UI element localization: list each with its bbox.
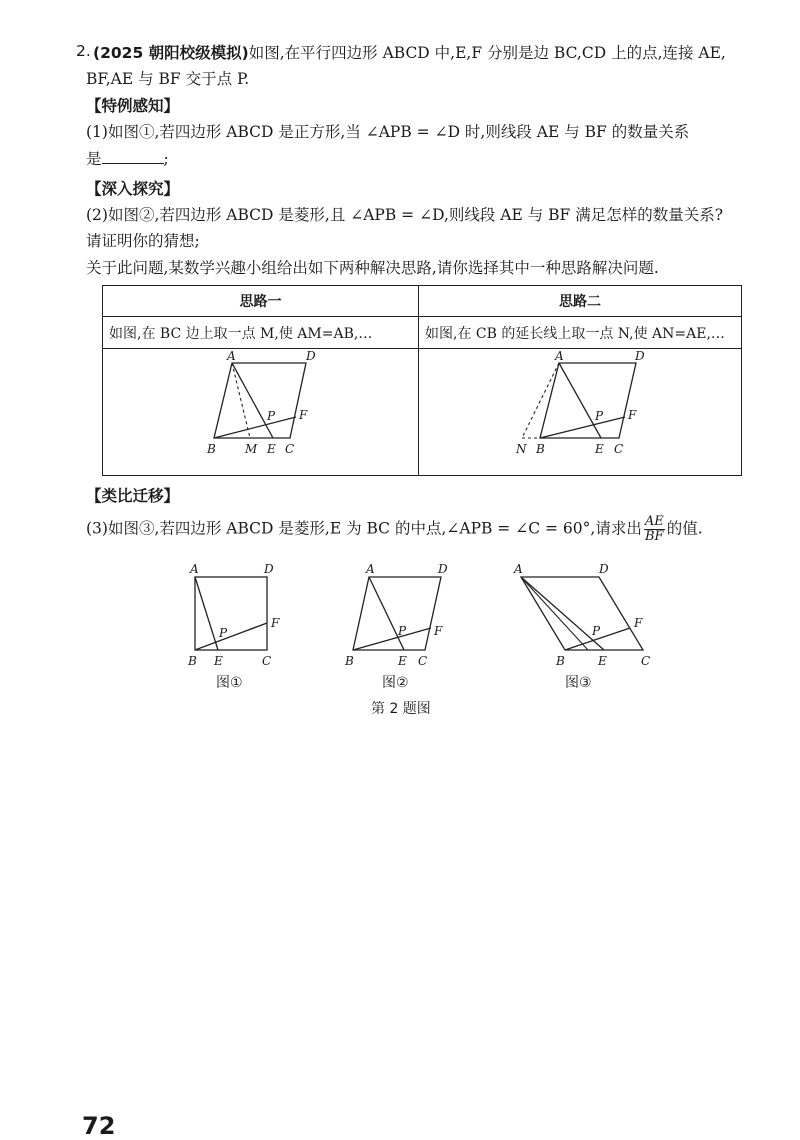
segment-ae: [369, 577, 404, 650]
part2-text-line-1: (2)如图②,若四边形 ABCD 是菱形,且 ∠APB = ∠D,则线段 AE 与 BF 满足怎样的数量关系?: [86, 206, 724, 224]
question-source: (2025 朝阳校级模拟): [93, 44, 249, 62]
question-intro-line-1: [93, 42, 726, 64]
label-a: A: [366, 562, 375, 576]
label-c: C: [262, 654, 272, 668]
square-abcd: [195, 577, 267, 650]
part2-text-line-3: 关于此问题,某数学兴趣小组给出如下两种解决思路,请你选择其中一种思路解决问题.: [86, 259, 659, 277]
solution-ideas-table: [102, 285, 742, 476]
segment-an-dashed: [522, 363, 559, 438]
idea-2-figure: [419, 349, 741, 471]
label-f: F: [299, 408, 308, 422]
caption-figure-2: 图②: [382, 675, 409, 691]
label-d: D: [635, 349, 645, 363]
label-b: B: [188, 654, 197, 668]
label-d: D: [599, 562, 609, 576]
idea-1-hint: 如图,在 BC 边上取一点 M,使 AM=AB,…: [103, 317, 419, 349]
label-c: C: [418, 654, 428, 668]
part1-text-line-1: (1)如图①,若四边形 ABCD 是正方形,当 ∠APB = ∠D 时,则线段 AE 与 BF 的数量关系: [86, 123, 690, 141]
caption-figure-3: 图③: [565, 675, 592, 691]
caption-figure-1: 图①: [216, 675, 243, 691]
part1-heading: 【特例感知】: [86, 97, 180, 115]
label-p: P: [592, 624, 601, 638]
segment-bf: [214, 417, 296, 438]
label-p: P: [267, 409, 276, 423]
question-intro: 如图,在平行四边形 ABCD 中,E,F 分别是边 BC,CD 上的点,连接 AE,: [248, 44, 726, 62]
idea-1-figure-cell: [103, 349, 419, 476]
label-a: A: [227, 349, 236, 363]
segment-ae: [232, 363, 273, 438]
figure-1: [187, 562, 280, 668]
label-e: E: [398, 654, 407, 668]
label-e: E: [214, 654, 223, 668]
figure-2: [344, 562, 448, 668]
figure-3: [513, 562, 650, 668]
label-f: F: [271, 616, 280, 630]
label-d: D: [438, 562, 448, 576]
table-header-idea-2: 思路二: [419, 286, 742, 317]
part2-text-line-2: 请证明你的猜想;: [86, 232, 200, 250]
label-d: D: [306, 349, 316, 363]
table-header-idea-1: 思路一: [103, 286, 419, 317]
fraction-numerator: AE: [644, 514, 664, 529]
label-a: A: [514, 562, 523, 576]
part1-prefix: 是: [86, 150, 102, 168]
label-p: P: [398, 624, 407, 638]
answer-blank[interactable]: [102, 149, 164, 164]
part1-text-line-2: [86, 148, 169, 170]
page-number: 72: [82, 1112, 116, 1140]
figure-group-caption: 第 2 题图: [371, 701, 431, 717]
part3-text: [86, 515, 703, 544]
segment-bf: [195, 623, 267, 650]
fraction-denominator: BF: [644, 529, 664, 544]
idea-1-figure: [103, 349, 418, 471]
part3-heading: 【类比迁移】: [86, 487, 180, 505]
part3-prefix: (3)如图③,若四边形 ABCD 是菱形,E 为 BC 的中点,∠APB = ∠C = 60°,请求出: [86, 519, 642, 538]
label-f: F: [634, 616, 643, 630]
question-intro-line-2: BF,AE 与 BF 交于点 P.: [86, 70, 250, 88]
question-number: 2.: [76, 42, 91, 60]
segment-bf: [353, 628, 431, 650]
label-f: F: [628, 408, 637, 422]
label-m: M: [245, 442, 258, 456]
label-b: B: [536, 442, 545, 456]
label-d: D: [264, 562, 274, 576]
label-a: A: [555, 349, 564, 363]
label-c: C: [285, 442, 295, 456]
label-b: B: [345, 654, 354, 668]
label-e: E: [267, 442, 276, 456]
label-e: E: [595, 442, 604, 456]
part2-heading: 【深入探究】: [86, 180, 180, 198]
idea-2-hint: 如图,在 CB 的延长线上取一点 N,使 AN=AE,…: [419, 317, 742, 349]
part1-suffix: ;: [163, 150, 169, 168]
segment-ae: [559, 363, 601, 438]
label-e: E: [598, 654, 607, 668]
fraction-ae-over-bf: [644, 515, 665, 544]
segment-ae: [195, 577, 218, 650]
label-b: B: [556, 654, 565, 668]
segment-am-dashed: [232, 363, 250, 438]
rhombus-abcd: [521, 577, 643, 650]
segment-ae: [521, 577, 604, 650]
part3-suffix: 的值.: [666, 519, 703, 538]
label-p: P: [595, 409, 604, 423]
label-a: A: [190, 562, 199, 576]
segment-bf: [540, 417, 625, 438]
label-c: C: [614, 442, 624, 456]
rhombus-abcd: [353, 577, 441, 650]
label-p: P: [219, 626, 228, 640]
label-n: N: [516, 442, 527, 456]
label-b: B: [207, 442, 216, 456]
idea-2-figure-cell: [419, 349, 742, 476]
segment-auxiliary: [521, 577, 588, 650]
label-f: F: [434, 624, 443, 638]
label-c: C: [641, 654, 651, 668]
